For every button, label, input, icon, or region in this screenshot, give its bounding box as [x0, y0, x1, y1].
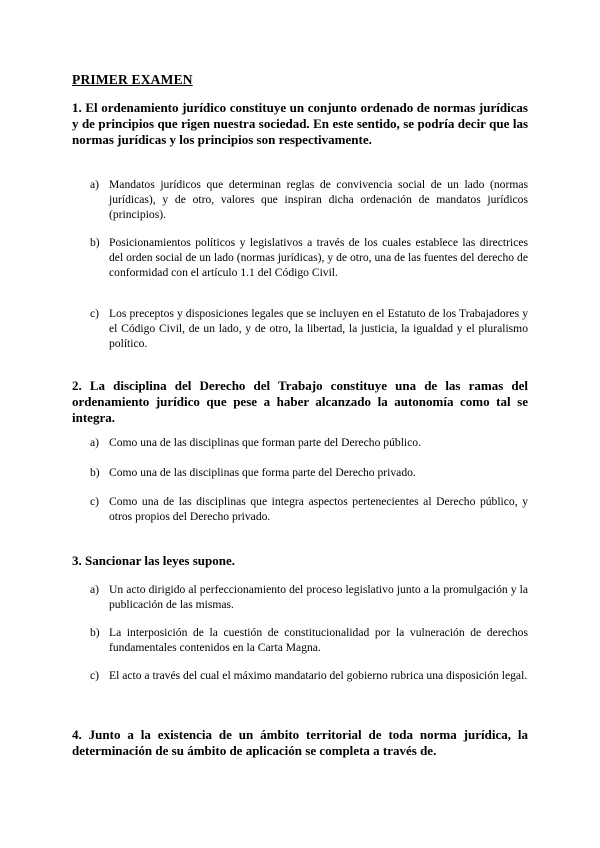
option-letter: b): [90, 236, 100, 249]
q2-option-a[interactable]: [90, 435, 528, 450]
option-letter: b): [90, 466, 100, 479]
option-letter: a): [90, 583, 100, 596]
exam-title: PRIMER EXAMEN: [72, 72, 193, 87]
option-letter: a): [90, 436, 100, 449]
q2-option-b[interactable]: [90, 465, 528, 480]
q1-option-c[interactable]: [90, 306, 528, 351]
option-text: Como una de las disciplinas que forma parte del Derecho privado.: [109, 466, 416, 479]
question-1: 1. El ordenamiento jurídico constituye un conjunto ordenado de normas jurídicas y de principios que rigen nuestra sociedad. En este sentido, se podría decir que las normas jurídicas y los principios son respectivamente.: [72, 100, 528, 147]
question-2: 2. La disciplina del Derecho del Trabajo constituye una de las ramas del ordenamiento jurídico que pese a haber alcanzado la autonomía como tal se integra.: [72, 378, 528, 425]
option-text: Como una de las disciplinas que forman parte del Derecho público.: [109, 436, 421, 449]
option-letter: c): [90, 495, 100, 508]
option-letter: a): [90, 178, 100, 191]
option-letter: c): [90, 669, 100, 682]
q3-option-c[interactable]: [90, 668, 528, 683]
option-text: Como una de las disciplinas que integra aspectos pertenecientes al Derecho público, y otros propios del Derecho privado.: [109, 495, 528, 523]
q3-option-a[interactable]: [90, 582, 528, 612]
q1-option-a[interactable]: [90, 177, 528, 222]
option-text: Un acto dirigido al perfeccionamiento del proceso legislativo junto a la promulgación y la publicación de las mismas.: [109, 583, 528, 611]
question-3: 3. Sancionar las leyes supone.: [72, 553, 236, 568]
option-text: La interposición de la cuestión de constitucionalidad por la vulneración de derechos fundamentales contenidos en la Carta Magna.: [109, 626, 528, 654]
q3-option-b[interactable]: [90, 625, 528, 655]
option-text: Mandatos jurídicos que determinan reglas de convivencia social de un lado (normas jurídicas), y de otro, valores que inspiran dicha ordenación de mandatos jurídicos (principios).: [109, 178, 528, 221]
question-4: 4. Junto a la existencia de un ámbito territorial de toda norma jurídica, la determinación de su ámbito de aplicación se completa a través de.: [72, 727, 528, 758]
option-text: Los preceptos y disposiciones legales que se incluyen en el Estatuto de los Trabajadores y el Código Civil, de un lado, y de otro, la libertad, la justicia, la igualdad y el pluralismo político.: [109, 307, 528, 350]
q2-option-c[interactable]: [90, 494, 528, 524]
option-text: Posicionamientos políticos y legislativos a través de los cuales establece las directrices del orden social de un lado (normas jurídicas), y de otro, una de las fuentes del derecho de conformidad con el artículo 1.1 del Código Civil.: [109, 236, 528, 279]
option-text: El acto a través del cual el máximo mandatario del gobierno rubrica una disposición legal.: [109, 669, 528, 682]
option-letter: b): [90, 626, 100, 639]
q1-option-b[interactable]: [90, 235, 528, 280]
option-letter: c): [90, 307, 100, 320]
